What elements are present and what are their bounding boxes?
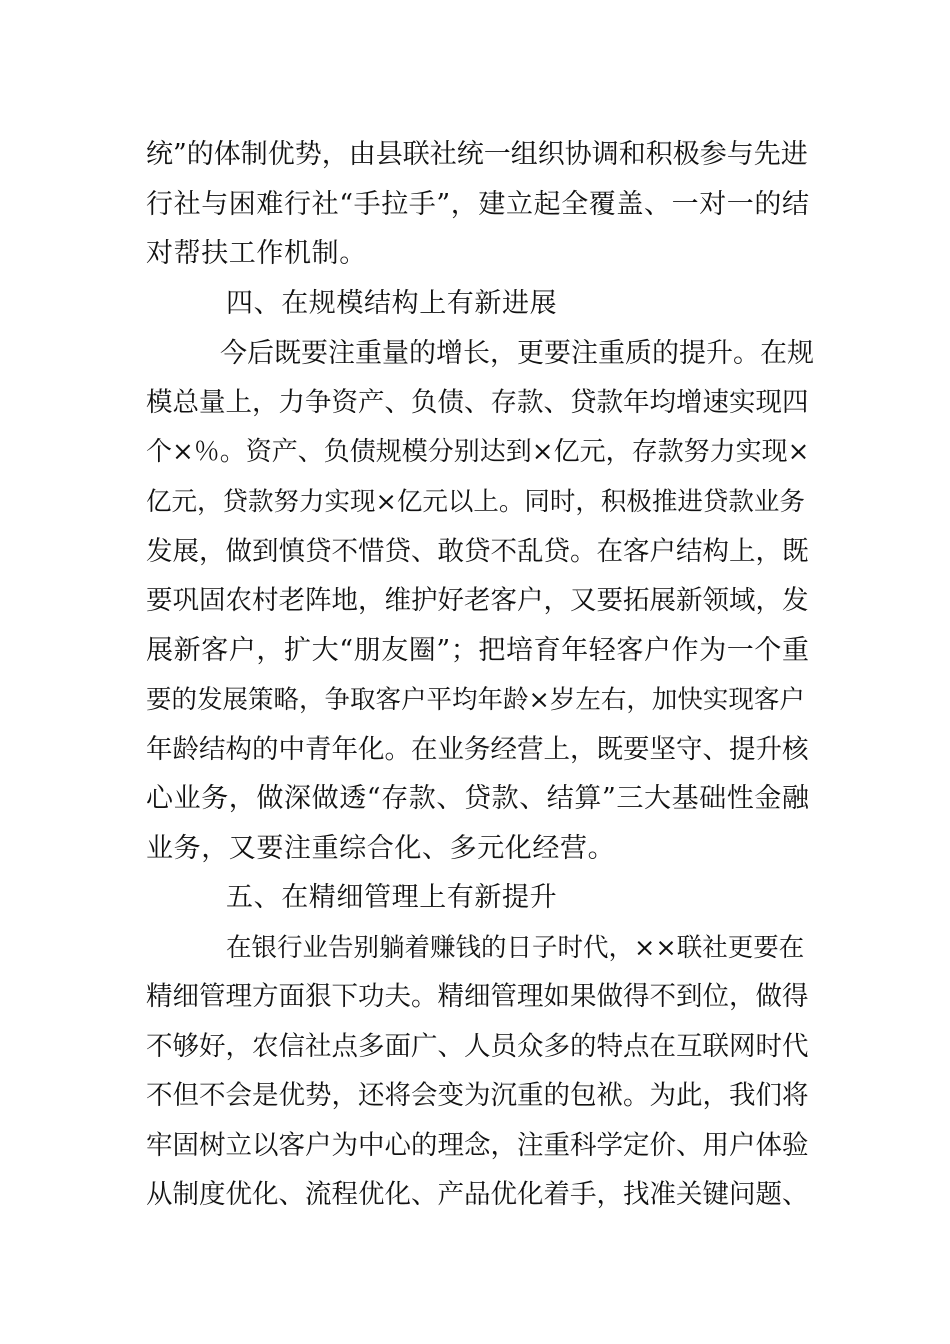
text-line: 在银行业告别躺着赚钱的日子时代，××联社更要在: [226, 933, 805, 963]
text-line: 要巩固农村老阵地，维护好老客户，又要拓展新领域，发: [146, 585, 809, 616]
text-line: 不但不会是优势，还将会变为沉重的包袱。为此，我们将: [146, 1080, 809, 1111]
text-line: 对帮扶工作机制。: [146, 238, 367, 269]
text-line: 行社与困难行社“手拉手”，建立起全覆盖、一对一的结: [146, 189, 810, 220]
text-line: 业务，又要注重综合化、多元化经营。: [146, 833, 616, 864]
text-line: 今后既要注重量的增长，更要注重质的提升。在规: [220, 338, 814, 369]
text-line: 亿元，贷款努力实现×亿元以上。同时，积极推进贷款业务: [146, 487, 805, 517]
text-line: 精细管理方面狠下功夫。精细管理如果做得不到位，做得: [146, 981, 809, 1012]
text-line: 模总量上，力争资产、负债、存款、贷款年均增速实现四: [146, 387, 809, 418]
text-line: 年龄结构的中青年化。在业务经营上，既要坚守、提升核: [146, 734, 809, 765]
text-line: 从制度优化、流程优化、产品优化着手，找准关键问题、: [146, 1179, 809, 1210]
text-line: 要的发展策略，争取客户平均年龄×岁左右，加快实现客户: [146, 685, 805, 715]
text-line: 牢固树立以客户为中心的理念，注重科学定价、用户体验: [146, 1130, 809, 1161]
text-line: 不够好，农信社点多面广、人员众多的特点在互联网时代: [146, 1031, 809, 1062]
text-line: 统”的体制优势，由县联社统一组织协调和积极参与先进: [146, 139, 808, 170]
text-line: 展新客户，扩大“朋友圈”；把培育年轻客户作为一个重: [146, 635, 810, 666]
section-heading-5: 五、在精细管理上有新提升: [226, 882, 558, 913]
section-heading-4: 四、在规模结构上有新进展: [226, 288, 558, 319]
text-line: 心业务，做深做透“存款、贷款、结算”三大基础性金融: [146, 783, 810, 814]
text-line: 个×％。资产、负债规模分别达到×亿元，存款努力实现×: [146, 437, 810, 467]
text-line: 发展，做到慎贷不惜贷、敢贷不乱贷。在客户结构上，既: [146, 536, 809, 567]
